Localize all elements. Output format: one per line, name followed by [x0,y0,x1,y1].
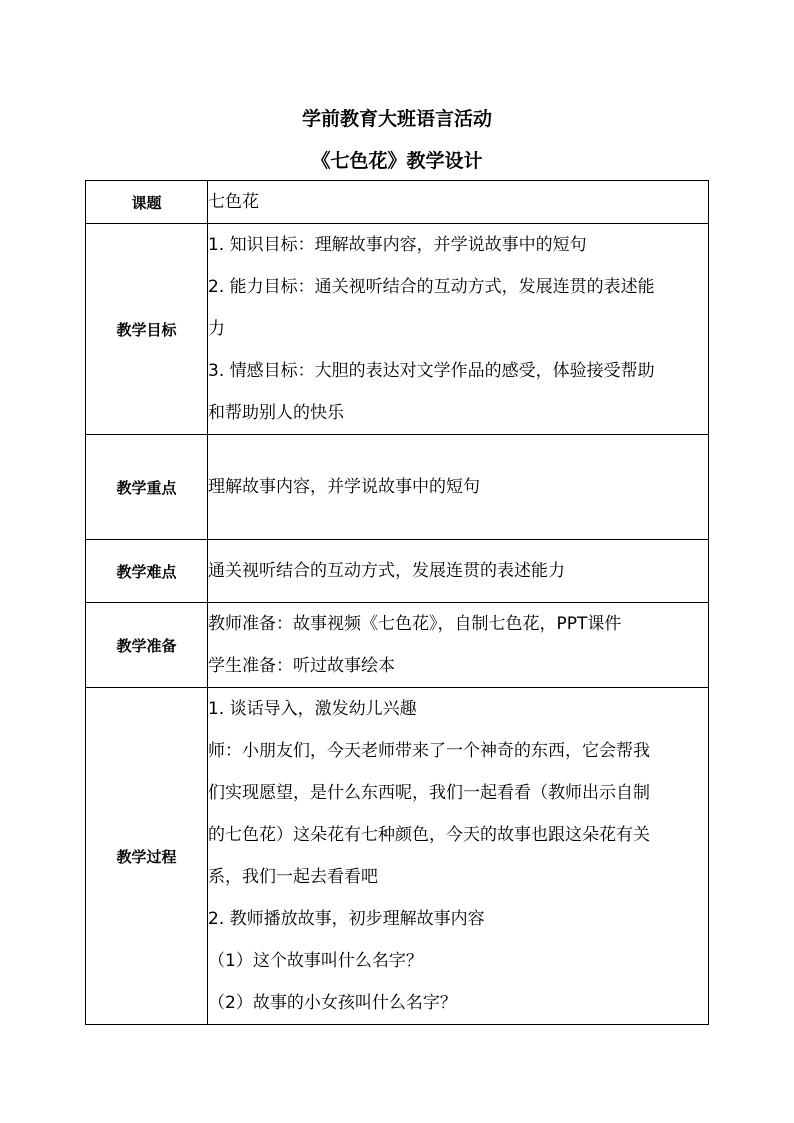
process-line-5: 系，我们一起去看看吧 [208,867,378,887]
key-points-content [208,435,709,540]
key-points-text: 理解故事内容，并学说故事中的短句 [208,477,480,497]
table-row-process [86,688,709,1025]
table-row-key-points [86,435,709,540]
objective-line-2: 2. 能力目标：通关视听结合的互动方式，发展连贯的表述能 [208,277,655,297]
process-line-3: 们实现愿望，是什么东西呢，我们一起看看（教师出示自制 [208,783,650,803]
objective-line-4: 3. 情感目标：大胆的表达对文学作品的感受，体验接受帮助 [208,361,655,381]
process-line-2: 师：小朋友们，今天老师带来了一个神奇的东西，它会帮我 [208,741,650,761]
table-row-topic [86,181,709,224]
document-subtitle: 《七色花》教学设计 [311,150,483,172]
process-line-6: 2. 教师播放故事，初步理解故事内容 [208,909,485,929]
topic-text: 七色花 [208,192,259,212]
objectives-content [208,224,709,435]
lesson-plan-table [85,180,709,1025]
difficulties-label: 教学难点 [86,540,208,603]
process-content [208,688,709,1025]
topic-label: 课题 [86,181,208,224]
preparation-line-1: 教师准备：故事视频《七色花》，自制七色花，PPT课件 [208,614,622,634]
key-points-label: 教学重点 [86,435,208,540]
process-label: 教学过程 [86,688,208,1025]
topic-value [208,181,709,224]
preparation-line-2: 学生准备：听过故事绘本 [208,656,395,676]
difficulties-content [208,540,709,603]
preparation-content [208,603,709,688]
table-row-difficulties [86,540,709,603]
difficulties-text: 通关视听结合的互动方式，发展连贯的表述能力 [208,561,565,581]
process-line-7: （1）这个故事叫什么名字？ [208,951,423,971]
objective-line-5: 和帮助别人的快乐 [208,403,344,423]
table-row-preparation [86,603,709,688]
objective-line-1: 1. 知识目标：理解故事内容，并学说故事中的短句 [208,235,587,255]
preparation-label: 教学准备 [86,603,208,688]
objectives-label: 教学目标 [86,224,208,435]
objective-line-3: 力 [208,319,225,339]
document-title: 学前教育大班语言活动 [301,108,492,130]
process-line-1: 1. 谈话导入，激发幼儿兴趣 [208,699,417,719]
table-row-objectives [86,224,709,435]
process-line-4: 的七色花）这朵花有七种颜色，今天的故事也跟这朵花有关 [208,825,650,845]
process-line-8: （2）故事的小女孩叫什么名字？ [208,993,457,1013]
